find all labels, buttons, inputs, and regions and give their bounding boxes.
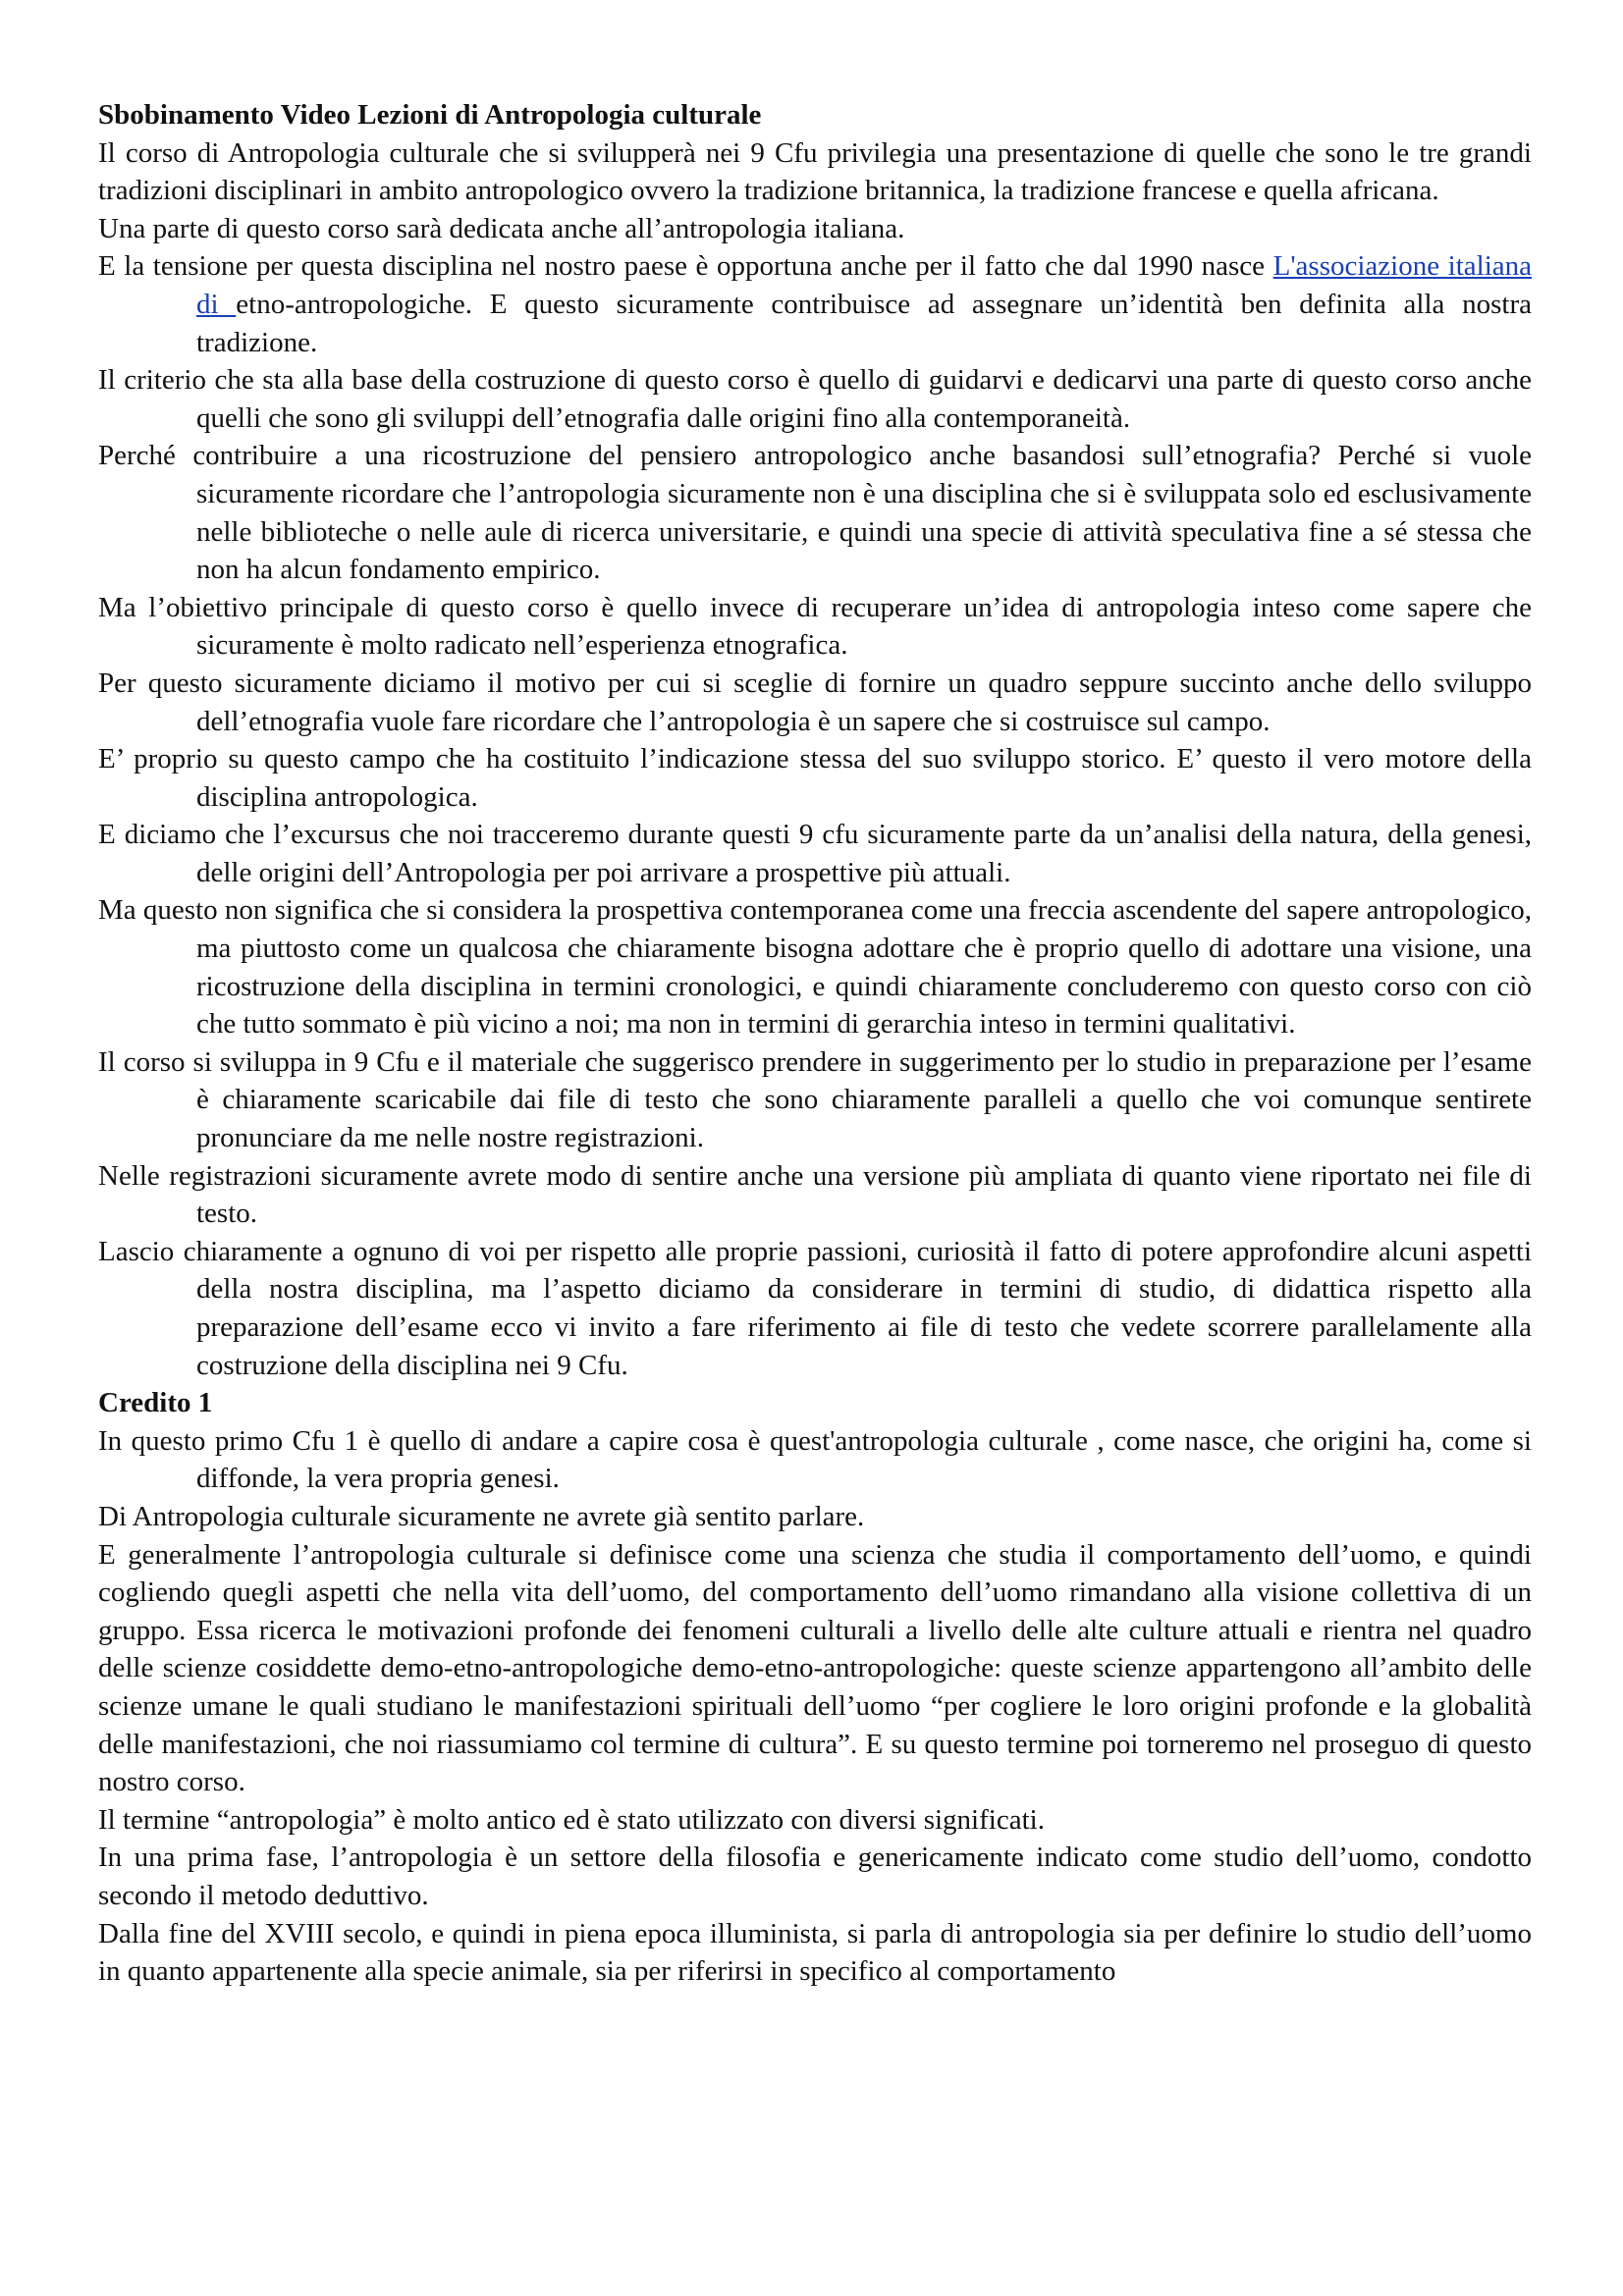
association-link[interactable]: L'associazione italiana di <box>196 250 1532 320</box>
section-paragraph: E generalmente l’antropologia culturale si definisce come una scienza che studia il comportamento dell’uomo, e quindi cogliendo quegli aspetti che nella vita dell’uomo, del comportamento dell’uomo rimandano alla visione collettiva di un gruppo. Essa ricerca le motivazioni profonde dei fenomeni culturali a livello delle alte culture attuali e rientra nel quadro delle scienze cosiddette demo-etno-antropologiche demo-etno-antropologiche: queste scienze appartengono all’ambito delle scienze umane le quali studiano le manifestazioni spirituali dell’uomo “per cogliere le loro origini profonde e la globalità delle manifestazioni, che noi riassumiamo col termine di cultura”. E su questo termine poi torneremo nel proseguo di questo nostro corso. <box>98 1538 1532 1798</box>
body-paragraph: Ma l’obiettivo principale di questo corso è quello invece di recuperare un’idea di antropologia inteso come sapere che sicuramente è molto radicato nell’esperienza etnografica. <box>98 591 1532 662</box>
association-text-after: etno-antropologiche. E questo sicuramente contribuisce ad assegnare un’identità ben definita alla nostra tradizione. <box>196 288 1532 358</box>
section-paragraph: In una prima fase, l’antropologia è un settore della filosofia e genericamente indicato come studio dell’uomo, condotto secondo il metodo deduttivo. <box>98 1842 1532 1911</box>
section-paragraph: Dalla fine del XVIII secolo, e quindi in piena epoca illuminista, si parla di antropologia sia per definire lo studio dell’uomo in quanto appartenente alla specie animale, sia per riferirsi in specifico al comportamento <box>98 1917 1532 1988</box>
section-paragraph: Il termine “antropologia” è molto antico ed è stato utilizzato con diversi significati. <box>98 1803 1045 1836</box>
body-paragraph: Il corso si sviluppa in 9 Cfu e il materiale che suggerisco prendere in suggerimento per lo studio in preparazione per l’esame è chiaramente scaricabile dai file di testo che sono chiaramente paralleli a quello che voi comunque sentirete pronunciare da me nelle nostre registrazioni. <box>98 1045 1532 1154</box>
association-text-before: E la tensione per questa disciplina nel nostro paese è opportuna anche per il fatto che dal 1990 nasce <box>98 250 1273 283</box>
document-page <box>98 96 1532 1991</box>
document-title: Sbobinamento Video Lezioni di Antropologia culturale <box>98 99 762 131</box>
section-paragraph: In questo primo Cfu 1 è quello di andare a capire cosa è quest'antropologia culturale , come nasce, che origini ha, come si diffonde, la vera propria genesi. <box>98 1424 1532 1495</box>
body-paragraph: Perché contribuire a una ricostruzione del pensiero antropologico anche basandosi sull’etnografia? Perché si vuole sicuramente ricordare che l’antropologia sicuramente non è una disciplina che si è sviluppata solo ed esclusivamente nelle biblioteche o nelle aule di ricerca universitarie, e quindi una specie di attività speculativa fine a sé stessa che non ha alcun fondamento empirico. <box>98 440 1532 586</box>
intro-paragraph: Una parte di questo corso sarà dedicata anche all’antropologia italiana. <box>98 212 905 244</box>
association-paragraph <box>98 247 1532 361</box>
section-heading: Credito 1 <box>98 1387 213 1419</box>
body-paragraph: Per questo sicuramente diciamo il motivo per cui si sceglie di fornire un quadro seppure succinto anche dello sviluppo dell’etnografia vuole fare ricordare che l’antropologia è un sapere che si costruisce sul campo. <box>98 667 1532 737</box>
intro-paragraph: Il corso di Antropologia culturale che si svilupperà nei 9 Cfu privilegia una presentazione di quelle che sono le tre grandi tradizioni disciplinari in ambito antropologico ovvero la tradizione britannica, la tradizione francese e quella africana. <box>98 136 1532 207</box>
section-paragraph: Di Antropologia culturale sicuramente ne avrete già sentito parlare. <box>98 1500 865 1532</box>
body-paragraph: Il criterio che sta alla base della costruzione di questo corso è quello di guidarvi e dedicarvi una parte di questo corso anche quelli che sono gli sviluppi dell’etnografia dalle origini fino alla contemporaneità. <box>98 364 1532 434</box>
body-paragraph: E’ proprio su questo campo che ha costituito l’indicazione stessa del suo sviluppo storico. E’ questo il vero motore della disciplina antropologica. <box>98 743 1532 813</box>
body-paragraph: E diciamo che l’excursus che noi tracceremo durante questi 9 cfu sicuramente parte da un’analisi della natura, della genesi, delle origini dell’Antropologia per poi arrivare a prospettive più attuali. <box>98 819 1532 888</box>
body-paragraph: Ma questo non significa che si considera la prospettiva contemporanea come una freccia ascendente del sapere antropologico, ma piuttosto come un qualcosa che chiaramente bisogna adottare che è proprio quello di adottare una visione, una ricostruzione della disciplina in termini cronologici, e quindi chiaramente concluderemo con questo corso con ciò che tutto sommato è più vicino a noi; ma non in termini di gerarchia inteso in termini qualitativi. <box>98 894 1532 1041</box>
body-paragraph: Nelle registrazioni sicuramente avrete modo di sentire anche una versione più ampliata di quanto viene riportato nei file di testo. <box>98 1159 1532 1230</box>
body-paragraph: Lascio chiaramente a ognuno di voi per rispetto alle proprie passioni, curiosità il fatto di potere approfondire alcuni aspetti della nostra disciplina, ma l’aspetto diciamo da considerare in termini di studio, di didattica rispetto alla preparazione dell’esame ecco vi invito a fare riferimento ai file di testo che vedete scorrere parallelamente alla costruzione della disciplina nei 9 Cfu. <box>98 1235 1532 1381</box>
